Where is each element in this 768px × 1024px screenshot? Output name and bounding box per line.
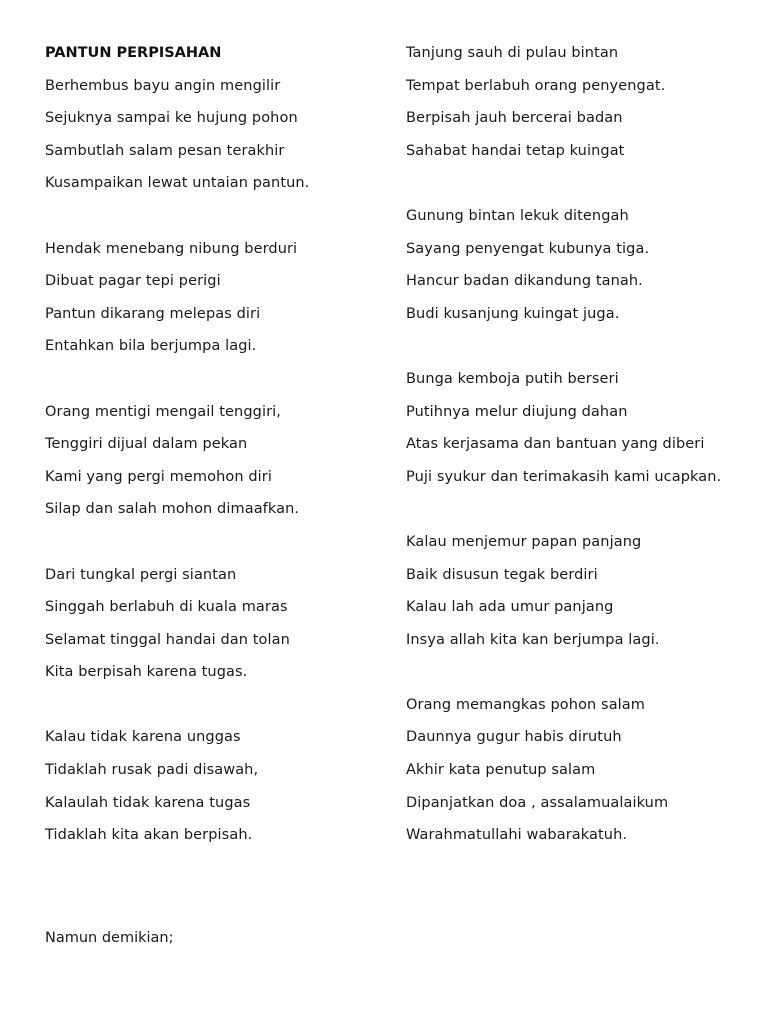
verse-line: Selamat tinggal handai dan tolan	[45, 631, 290, 648]
verse-line: Sahabat handai tetap kuingat	[406, 142, 625, 159]
stanza	[45, 727, 385, 845]
stanza-gap	[45, 532, 385, 565]
verse-line: Putihnya melur diujung dahan	[406, 403, 628, 420]
verse-line: Kalau tidak karena unggas	[45, 729, 241, 746]
verse-line: Entahkan bila berjumpa lagi.	[45, 338, 257, 355]
verse-line: Pantun dikarang melepas diri	[45, 305, 261, 322]
stanza-gap	[45, 695, 385, 728]
verse-line: Baik disusun tegak berdiri	[406, 566, 598, 583]
verse-line: Tempat berlabuh orang penyengat.	[406, 77, 666, 94]
verse-line: Silap dan salah mohon dimaafkan.	[45, 501, 300, 518]
stanza	[406, 369, 746, 487]
stanza	[406, 43, 746, 161]
verse-line: Sambutlah salam pesan terakhir	[45, 142, 285, 159]
verse-line: Sejuknya sampai ke hujung pohon	[45, 110, 298, 127]
verse-line: Insya allah kita kan berjumpa lagi.	[406, 631, 660, 648]
verse-line: Sayang penyengat kubunya tiga.	[406, 240, 650, 257]
stanza-gap	[406, 662, 746, 695]
verse-line: Atas kerjasama dan bantuan yang diberi	[406, 436, 705, 453]
verse-line: Kami yang pergi memohon diri	[45, 468, 272, 485]
verse-line: Tenggiri dijual dalam pekan	[45, 436, 248, 453]
verse-line: Daunnya gugur habis dirutuh	[406, 729, 622, 746]
verse-line: Singgah berlabuh di kuala maras	[45, 599, 288, 616]
stanza	[45, 239, 385, 357]
stanza	[45, 76, 385, 194]
stanza-gap	[406, 336, 746, 369]
stanza-gap	[45, 206, 385, 239]
verse-line: Hancur badan dikandung tanah.	[406, 273, 643, 290]
verse-line: Tanjung sauh di pulau bintan	[406, 45, 619, 61]
document-title: PANTUN PERPISAHAN	[45, 45, 222, 61]
stanza-gap	[406, 499, 746, 532]
verse-line: Tidaklah kita akan berpisah.	[45, 827, 253, 844]
verse-line: Hendak menebang nibung berduri	[45, 240, 298, 257]
stanza-gap	[406, 173, 746, 206]
verse-line: Orang mentigi mengail tenggiri,	[45, 403, 281, 420]
verse-line: Bunga kemboja putih berseri	[406, 370, 619, 387]
left-column	[45, 43, 385, 858]
verse-line: Akhir kata penutup salam	[406, 762, 596, 779]
verse-line: Kalau lah ada umur panjang	[406, 599, 614, 616]
verse-line: Kusampaikan lewat untaian pantun.	[45, 175, 310, 192]
verse-line: Budi kusanjung kuingat juga.	[406, 305, 620, 322]
stanza	[406, 206, 746, 324]
stanza	[45, 565, 385, 683]
verse-line: Warahmatullahi wabarakatuh.	[406, 827, 628, 844]
stanza	[406, 695, 746, 845]
verse-line: Orang memangkas pohon salam	[406, 696, 646, 713]
verse-line: Dari tungkal pergi siantan	[45, 566, 237, 583]
right-column	[406, 43, 746, 858]
verse-line: Berhembus bayu angin mengilir	[45, 77, 281, 94]
verse-line: Tidaklah rusak padi disawah,	[45, 762, 259, 779]
stanza	[406, 532, 746, 650]
verse-line: Puji syukur dan terimakasih kami ucapkan.	[406, 468, 722, 485]
closing-text: Namun demikian;	[45, 930, 174, 946]
verse-line: Gunung bintan lekuk ditengah	[406, 207, 629, 224]
verse-line: Berpisah jauh bercerai badan	[406, 110, 623, 127]
verse-line: Kita berpisah karena tugas.	[45, 664, 248, 681]
verse-line: Dipanjatkan doa , assalamualaikum	[406, 794, 669, 811]
verse-line: Kalau menjemur papan panjang	[406, 533, 642, 550]
stanza	[45, 402, 385, 520]
verse-line: Kalaulah tidak karena tugas	[45, 794, 251, 811]
stanza-gap	[45, 369, 385, 402]
verse-line: Dibuat pagar tepi perigi	[45, 273, 221, 290]
